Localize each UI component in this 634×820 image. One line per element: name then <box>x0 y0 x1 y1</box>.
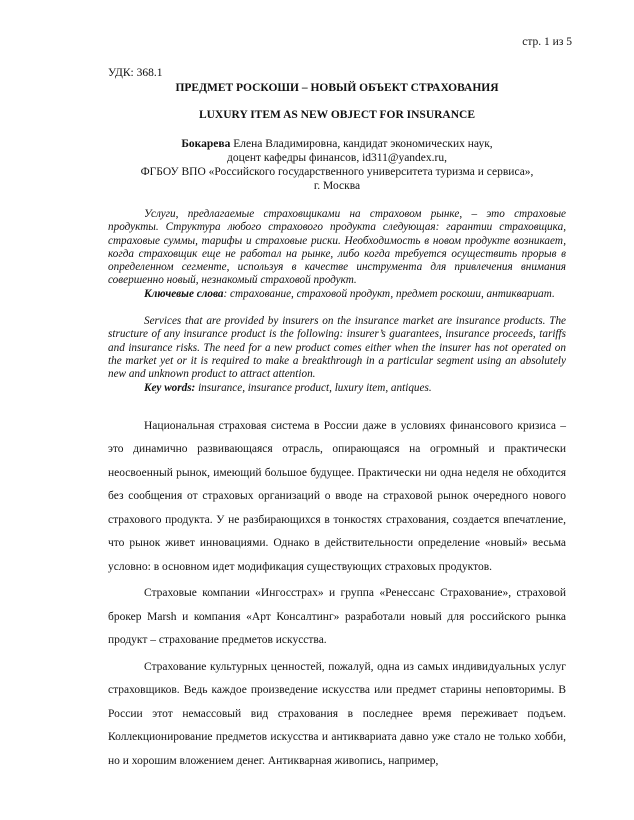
keywords-ru-text: : страхование, страховой продукт, предмет роскоши, антиквариат. <box>223 287 555 300</box>
article-body <box>108 415 566 774</box>
author-city: г. Москва <box>313 180 361 192</box>
body-paragraph: Национальная страховая система в России даже в условиях финансового кризиса – это динамично развивающаяся отрасль, опирающаяся на огромный и практически неосвоенный рынок, имеющий большое будущее. Практически ни одна неделя не обходится без сообщения от страховых организаций о вводе на страховой рынок очередного нового страхового продукта. У не разбирающихся в тонкостях страхования, создается впечатление, что рынок живет инновациями. Однако в действительности определение «новый» весьма условно: в основном идет модификация существующих страховых продуктов. <box>108 419 566 573</box>
keywords-en-text: insurance, insurance product, luxury item, antiques. <box>195 381 432 394</box>
author-affiliation: ФГБОУ ВПО «Российского государственного университета туризма и сервиса», <box>140 166 534 178</box>
article-title-ru: ПРЕДМЕТ РОСКОШИ – НОВЫЙ ОБЪЕКТ СТРАХОВАНИЯ <box>175 82 499 94</box>
body-paragraph: Страховые компании «Ингосстрах» и группа «Ренессанс Страхование», страховой брокер Marsh и компания «Арт Консалтинг» разработали новый для российского рынка продукт – страхование предметов искусства. <box>108 587 566 647</box>
author-surname: Бокарева <box>181 138 231 150</box>
article-title-en: LUXURY ITEM AS NEW OBJECT FOR INSURANCE <box>198 109 476 121</box>
body-paragraph: Страхование культурных ценностей, пожалуй, одна из самых индивидуальных услуг страховщиков. Ведь каждое произведение искусства или предмет старины неповторимы. В России этот немассовый вид страхования в последнее время переживает подъем. Коллекционирование предметов искусства и антиквариата давно уже стало не только хобби, но и хорошим вложением денег. Антикварная живопись, например, <box>108 660 566 767</box>
author-block <box>108 137 566 193</box>
abstract-en: Services that are provided by insurers on the insurance market are insurance products. The structure of any insurance product is the following: insurer’s guarantees, insurance proceeds, tariffs and insurance risks. The need for a new product comes either when the insurer has not operated on the market yet or it is required to make a breakthrough in a particular segment using an absolutely new and unknown product to attract attention. <box>108 315 566 381</box>
keywords-ru-label: Ключевые слова <box>144 287 224 300</box>
author-position: доцент кафедры финансов, id311@yandex.ru, <box>227 152 447 164</box>
abstract-ru: Услуги, предлагаемые страховщиками на страховом рынке, – это страховые продукты. Структура любого страхового продукта следующая: гарантии страховщика, страховые суммы, тарифы и страховые риски. Необходимость в новом продукте возникает, когда страховщик еще не работал на рынке, либо когда требуется осуществить прорыв в определенном сегменте, используя в качестве инструмента для привлечения внимания совершенно новый, незнакомый страховой продукт. <box>108 208 566 287</box>
keywords-en <box>108 382 566 395</box>
keywords-ru <box>108 288 566 301</box>
page-number: стр. 1 из 5 <box>522 36 572 48</box>
author-line-1 <box>108 137 566 151</box>
article-content <box>108 66 566 773</box>
keywords-en-label: Key words: <box>144 381 196 394</box>
author-name-degree: Елена Владимировна, кандидат экономических наук, <box>230 138 493 150</box>
udk-code: УДК: 368.1 <box>108 67 163 79</box>
